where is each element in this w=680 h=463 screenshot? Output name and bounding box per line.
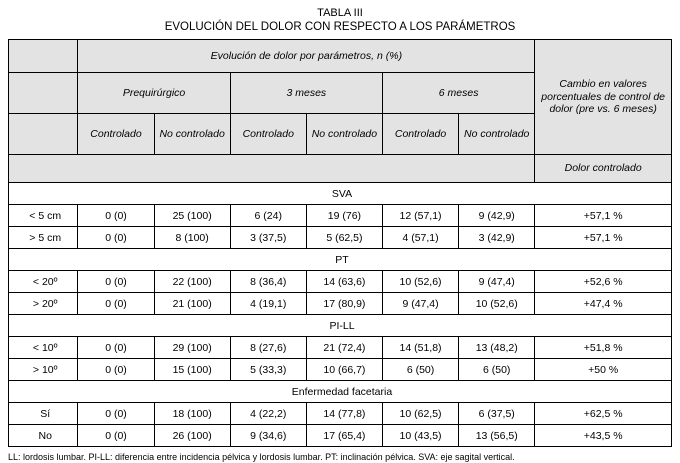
- header-group-change: Cambio en valores porcentuales de control de dolor (pre vs. 6 meses): [535, 40, 672, 155]
- cell: 0 (0): [78, 337, 154, 359]
- table-row: [9, 359, 672, 381]
- cell: 6 (50): [382, 359, 458, 381]
- cell: 17 (80,9): [306, 293, 382, 315]
- cell: 0 (0): [78, 271, 154, 293]
- header-sub-6m-no-controlado: No controlado: [459, 114, 535, 155]
- section-header-sva: [9, 183, 672, 205]
- cell: 21 (72,4): [306, 337, 382, 359]
- row-label: < 10º: [9, 337, 78, 359]
- section-header-pill: [9, 315, 672, 337]
- cell: 10 (52,6): [459, 293, 535, 315]
- cell: 15 (100): [154, 359, 230, 381]
- table-row: [9, 293, 672, 315]
- cell: 6 (37,5): [459, 403, 535, 425]
- cell: 8 (100): [154, 227, 230, 249]
- cell: 3 (37,5): [230, 227, 306, 249]
- cell: 9 (42,9): [459, 205, 535, 227]
- cell: 17 (65,4): [306, 425, 382, 447]
- row-label: Sí: [9, 403, 78, 425]
- header-sub-pre-controlado: Controlado: [78, 114, 154, 155]
- section-header-pt: [9, 249, 672, 271]
- cell: 9 (47,4): [459, 271, 535, 293]
- header-sub-dolor-controlado: Dolor controlado: [535, 155, 672, 183]
- cell: 5 (62,5): [306, 227, 382, 249]
- row-label: No: [9, 425, 78, 447]
- cell: 13 (56,5): [459, 425, 535, 447]
- cell: 10 (52,6): [382, 271, 458, 293]
- row-label: > 5 cm: [9, 227, 78, 249]
- table-label: TABLA III: [317, 7, 363, 19]
- cell: 0 (0): [78, 359, 154, 381]
- table-row: [9, 227, 672, 249]
- cell: 6 (50): [459, 359, 535, 381]
- header-spacer: [9, 155, 535, 183]
- cell: 12 (57,1): [382, 205, 458, 227]
- cell: 19 (76): [306, 205, 382, 227]
- row-label: < 20º: [9, 271, 78, 293]
- table-row: [9, 425, 672, 447]
- cell: 4 (57,1): [382, 227, 458, 249]
- cell: 0 (0): [78, 227, 154, 249]
- section-header-facetaria: [9, 381, 672, 403]
- pain-evolution-table: [8, 39, 672, 447]
- section-label: Enfermedad facetaria: [9, 381, 672, 403]
- header-sub-3m-controlado: Controlado: [230, 114, 306, 155]
- table-row: [9, 403, 672, 425]
- cell: +57,1 %: [535, 205, 672, 227]
- cell: 18 (100): [154, 403, 230, 425]
- cell: 9 (47,4): [382, 293, 458, 315]
- cell: 10 (66,7): [306, 359, 382, 381]
- cell: 14 (51,8): [382, 337, 458, 359]
- cell: 13 (48,2): [459, 337, 535, 359]
- cell: 4 (19,1): [230, 293, 306, 315]
- cell: 25 (100): [154, 205, 230, 227]
- cell: 22 (100): [154, 271, 230, 293]
- cell: +62,5 %: [535, 403, 672, 425]
- table-body: [9, 183, 672, 447]
- cell: +51,8 %: [535, 337, 672, 359]
- header-period-pre: Prequirúrgico: [78, 73, 230, 114]
- cell: +43,5 %: [535, 425, 672, 447]
- row-label: < 5 cm: [9, 205, 78, 227]
- table-row: [9, 271, 672, 293]
- table-head: [9, 40, 672, 183]
- cell: 0 (0): [78, 425, 154, 447]
- cell: 29 (100): [154, 337, 230, 359]
- table-row: [9, 337, 672, 359]
- cell: +57,1 %: [535, 227, 672, 249]
- table-footnote: LL: lordosis lumbar. PI-LL: diferencia entre incidencia pélvica y lordosis lumbar. PT: inclinación pélvica. SVA: eje sagital vertical.: [8, 452, 515, 462]
- header-group-main: Evolución de dolor por parámetros, n (%): [78, 40, 535, 73]
- section-label: PT: [9, 249, 672, 271]
- header-sub-6m-controlado: Controlado: [382, 114, 458, 155]
- cell: 21 (100): [154, 293, 230, 315]
- header-period-6m: 6 meses: [382, 73, 534, 114]
- cell: 0 (0): [78, 403, 154, 425]
- row-label: > 10º: [9, 359, 78, 381]
- cell: 14 (77,8): [306, 403, 382, 425]
- cell: +50 %: [535, 359, 672, 381]
- cell: 3 (42,9): [459, 227, 535, 249]
- cell: 10 (43,5): [382, 425, 458, 447]
- cell: 14 (63,6): [306, 271, 382, 293]
- cell: +47,4 %: [535, 293, 672, 315]
- cell: 6 (24): [230, 205, 306, 227]
- header-period-3m: 3 meses: [230, 73, 382, 114]
- section-label: SVA: [9, 183, 672, 205]
- cell: 0 (0): [78, 293, 154, 315]
- section-label: PI-LL: [9, 315, 672, 337]
- cell: 9 (34,6): [230, 425, 306, 447]
- cell: 10 (62,5): [382, 403, 458, 425]
- header-row-last-subcol: [9, 155, 672, 183]
- cell: +52,6 %: [535, 271, 672, 293]
- table-row: [9, 205, 672, 227]
- cell: 5 (33,3): [230, 359, 306, 381]
- header-sub-3m-no-controlado: No controlado: [306, 114, 382, 155]
- cell: 0 (0): [78, 205, 154, 227]
- cell: 8 (27,6): [230, 337, 306, 359]
- cell: 8 (36,4): [230, 271, 306, 293]
- table-title: EVOLUCIÓN DEL DOLOR CON RESPECTO A LOS PARÁMETROS: [164, 21, 516, 33]
- row-label: > 20º: [9, 293, 78, 315]
- header-row-groups: [9, 40, 672, 73]
- cell: 26 (100): [154, 425, 230, 447]
- cell: 4 (22,2): [230, 403, 306, 425]
- header-sub-pre-no-controlado: No controlado: [154, 114, 230, 155]
